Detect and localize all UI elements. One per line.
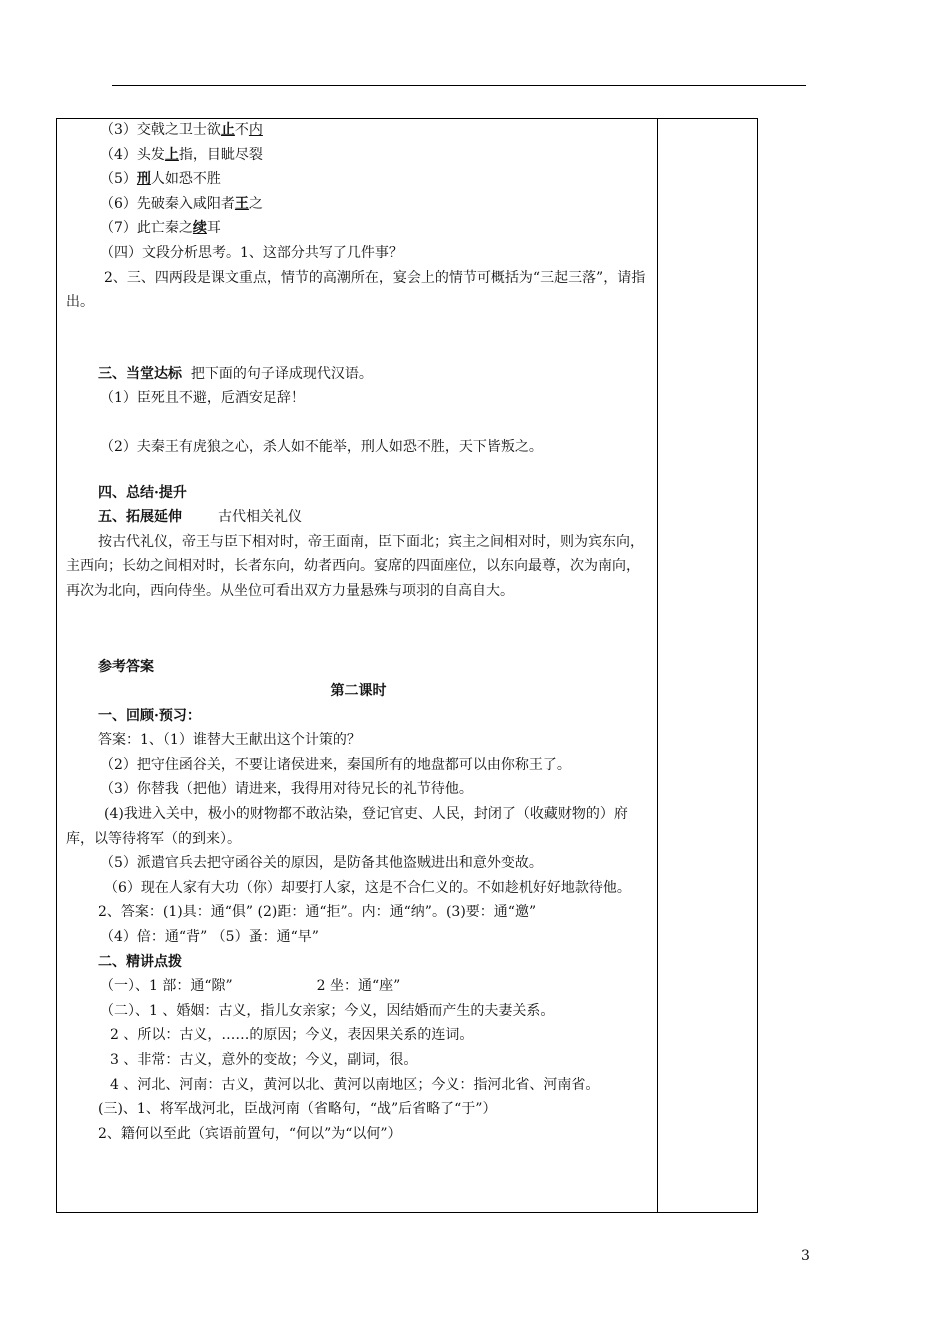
exercise-line: （2）夫秦王有虎狼之心，杀人如不能举，刑人如恐不胜，天下皆叛之。: [100, 438, 543, 455]
question-paragraph: 2、三、四两段是课文重点，情节的高潮所在，宴会上的情节可概括为“三起三落”，请指出。: [66, 269, 646, 311]
page-number: 3: [801, 1248, 810, 1264]
section-heading: 一、回顾·预习：: [98, 707, 201, 724]
answer-line: （3）你替我（把他）请进来，我得用对待兄长的礼节待他。: [100, 781, 473, 798]
underlined-word: 止: [220, 122, 235, 138]
answer-line: （一）、1 部：通“隙” 2 坐：通“座”: [100, 978, 401, 995]
underlined-word: 续: [192, 220, 207, 237]
question-line: （7）此亡秦之续耳: [100, 220, 221, 237]
answer-line: （5）派遣官兵去把守函谷关的原因，是防备其他盗贼进出和意外变故。: [100, 855, 543, 872]
underlined-word: 王: [234, 195, 249, 212]
lesson-title: 第二课时: [330, 683, 387, 700]
answer-line: 3 、非常：古义，意外的变故；今义，副词，很。: [110, 1052, 418, 1068]
answer-line: 2、籍何以至此（宾语前置句，“何以”为“以何”）: [98, 1125, 402, 1142]
underlined-word: 上: [164, 146, 179, 163]
answer-line: (三)、1、将军战河北，臣战河南（省略句，“战”后省略了“于”）: [98, 1101, 497, 1118]
answer-paragraph: （6）现在人家有大功（你）却要打人家，这是不合仁义的。不如趁机好好地款待他。: [104, 879, 631, 896]
body-paragraph: 按古代礼仪，帝王与臣下相对时，帝王面南，臣下面北；宾主之间相对时，则为宾东向，主西向；长幼之间相对时，长者东向，幼者西向。宴席的四面座位，以东向最尊，次为南向，再次为北向，西向侍坐。从坐位可看出双方力量悬殊与项羽的自高自大。: [66, 533, 644, 599]
exercise-line: （1）臣死且不避，卮酒安足辞！: [100, 390, 305, 407]
answer-line: 2 、所以：古义，……的原因；今义，表因果关系的连词。: [110, 1027, 474, 1044]
answer-line: （2）把守住函谷关，不要让诸侯进来，秦国所有的地盘都可以由你称王了。: [100, 756, 571, 773]
question-line: （6）先破秦入咸阳者王之: [100, 195, 263, 212]
question-line: （四）文段分析思考。1、这部分共写了几件事？: [100, 244, 403, 261]
question-line: （3）交戟之卫士欲止不内: [100, 122, 263, 138]
section-heading: 三、当堂达标: [98, 365, 182, 382]
main-cell: [66, 118, 651, 1146]
section-heading: 五、拓展延伸: [98, 509, 182, 526]
section-5-line: 五、拓展延伸 古代相关礼仪: [98, 509, 302, 526]
section-3-line: 三、当堂达标 把下面的句子译成现代汉语。: [98, 365, 373, 382]
underlined-word: 刑: [136, 171, 151, 188]
header-rule: [112, 85, 806, 86]
section-heading: 四、总结·提升: [98, 484, 187, 501]
answer-line: 4 、河北、河南：古义，黄河以北、黄河以南地区；今义：指河北省、河南省。: [110, 1076, 600, 1093]
answer-line: （4）倍：通“背” （5）蚤：通“早”: [100, 929, 319, 946]
answer-line: 2、答案：(1)具：通“俱” (2)距：通“拒”。内：通“纳”。(3)要：通“邀”: [98, 904, 537, 921]
answer-line: （二）、1 、婚姻：古义，指儿女亲家；今义，因结婚而产生的夫妻关系。: [100, 1002, 555, 1019]
underlined-word: 内: [248, 122, 263, 138]
question-line: （5）刑人如恐不胜: [100, 171, 221, 188]
table-column-divider: [657, 118, 658, 1213]
answer-paragraph: (4)我进入关中，极小的财物都不敢沾染，登记官吏、人民，封闭了（收藏财物的）府库，以等待将军（的到来）。: [66, 806, 628, 847]
question-line: （4）头发上指，目眦尽裂: [100, 146, 263, 163]
answer-line: 答案：1、（1）谁替大王献出这个计策的？: [98, 732, 361, 749]
answer-heading: 参考答案: [98, 658, 154, 675]
section-heading: 二、精讲点拨: [98, 953, 182, 970]
